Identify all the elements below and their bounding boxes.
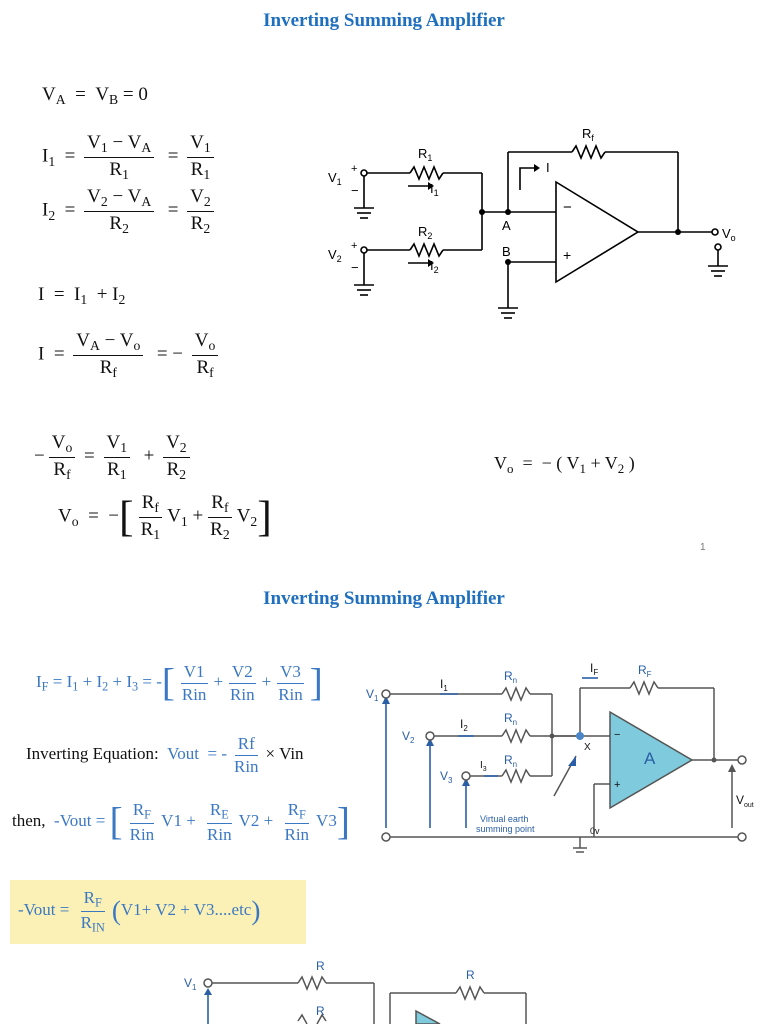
circuit2-label-v2: $V_2$ xyxy=(402,729,415,745)
circuit2-label-if: $I_F$ xyxy=(590,661,599,677)
circuit2-label-i1: $I_1$ xyxy=(440,677,448,693)
circuit2-label-vout: $V_{out}$ xyxy=(736,793,754,809)
inverting-summing-circuit-2 xyxy=(362,656,762,856)
circuit1-minus-1: − xyxy=(351,183,359,198)
page-title-1: Inverting Summing Amplifier xyxy=(263,10,505,31)
circuit1-label-r1: $R_1$ xyxy=(418,146,433,163)
circuit1-label-vo: $V_o$ xyxy=(722,226,736,243)
page-title-2: Inverting Summing Amplifier xyxy=(263,588,505,609)
circuit1-label-b: B xyxy=(502,244,511,259)
equation-i2: $I_2$ = $\frac{V_2 - V_A}{R_2}$ = $\frac{V_2}{R_2}$ xyxy=(42,186,218,237)
equation-i-feedback: I = $\frac{V_A - V_o}{R_f}$ = − $\frac{V_o}{R_f}$ xyxy=(38,330,222,381)
inverting-summing-circuit-3 xyxy=(170,955,570,1024)
circuit3-label-v1: $V_1$ xyxy=(184,976,197,992)
equation-vo-general: $V_o$ = −[ $\frac{R_f}{R_1}$ $V_1$ + $\frac{R_f}{R_2}$ $V_2$] xyxy=(58,492,272,542)
circuit1-label-r2: $R_2$ xyxy=(418,224,433,241)
equation-combined: − $\frac{V_o}{R_f}$ = $\frac{V_1}{R_1}$ + $\frac{V_2}{R_2}$ xyxy=(34,432,194,483)
inverting-summing-circuit-1 xyxy=(320,120,760,335)
equation-inverting: Inverting Equation: Vout = - $\frac{Rf}{\text{Rin}}$ × Vin xyxy=(26,734,304,776)
equation-vo-equal-r: $V_o$ = − ( $V_1 + V_2$ ) xyxy=(494,453,635,476)
circuit2-virtual-earth-1: Virtual earth xyxy=(480,814,529,824)
circuit3-label-r-2: R xyxy=(466,968,475,982)
circuit2-label-v3: $V_3$ xyxy=(440,769,453,785)
equation-i1: $I_1$ = $\frac{V_1 - V_A}{R_1}$ = $\frac{V_1}{R_1}$ xyxy=(42,132,218,183)
circuit1-label-i1: $I_1$ xyxy=(430,181,439,198)
label-then: then, xyxy=(12,811,46,831)
circuit2-opamp-minus: − xyxy=(614,729,621,741)
circuit2-virtual-earth-2: summing point xyxy=(476,824,535,834)
circuit3-label-r-1: R xyxy=(316,959,325,973)
circuit1-minus-2: − xyxy=(351,260,359,275)
circuit2-label-i3: $I_3$ xyxy=(480,760,487,773)
label-v-sum-etc: V1+ V2 + V3....etc xyxy=(120,900,252,920)
circuit1-label-v2: $V_2$ xyxy=(328,247,342,264)
circuit2-label-x: X xyxy=(584,742,591,753)
circuit2-label-0v: 0v xyxy=(590,826,600,836)
circuit2-label-rn-3: $R_n$ xyxy=(504,753,518,769)
circuit2-opamp-plus: + xyxy=(614,779,621,791)
circuit1-opamp-plus: + xyxy=(563,247,572,263)
circuit1-label-v1: $V_1$ xyxy=(328,170,342,187)
label-inverting-equation: Inverting Equation: xyxy=(26,743,159,763)
equation-if-sum: $I_F = I_1 + I_2 + I_3$ = -[ $\frac{V1}{\text{Rin}}$ + $\frac{V2}{\text{Rin}}$ + $\frac{V3}{\text{Rin}}$ ] xyxy=(36,661,323,705)
circuit1-plus-1: + xyxy=(351,163,358,175)
circuit2-label-amp: A xyxy=(644,749,656,768)
circuit2-label-rn-2: $R_n$ xyxy=(504,711,518,727)
circuit1-label-rf: $R_f$ xyxy=(582,126,594,143)
circuit2-label-rn-1: $R_n$ xyxy=(504,669,518,685)
circuit2-label-rf: $R_F$ xyxy=(638,663,652,679)
page-number: 1 xyxy=(700,542,706,553)
equation-vout-final: -Vout = $\frac{R_F}{R_{IN}}$ (V1+ V2 + V3....etc) xyxy=(18,888,261,935)
circuit1-label-a: A xyxy=(502,218,511,233)
circuit1-label-i: I xyxy=(546,160,550,175)
equation-vout-sum: then, -Vout = [ $\frac{R_F}{\text{Rin}}$ V1 + $\frac{R_E}{\text{Rin}}$ V2 + $\frac{R_F}{\text{Rin}}$ V3] xyxy=(12,800,350,844)
circuit2-label-i2: $I_2$ xyxy=(460,717,468,733)
circuit1-plus-2: + xyxy=(351,240,358,252)
equation-va-vb: $V_A = V_B = 0$ xyxy=(42,84,148,108)
circuit3-label-r-3: R xyxy=(316,1004,325,1018)
circuit1-opamp-minus: − xyxy=(563,199,572,216)
circuit2-label-v1: $V_1$ xyxy=(366,687,379,703)
equation-i-sum: $I = I_1 + I_2$ xyxy=(38,284,126,308)
circuit1-label-i2: $I_2$ xyxy=(430,258,439,275)
